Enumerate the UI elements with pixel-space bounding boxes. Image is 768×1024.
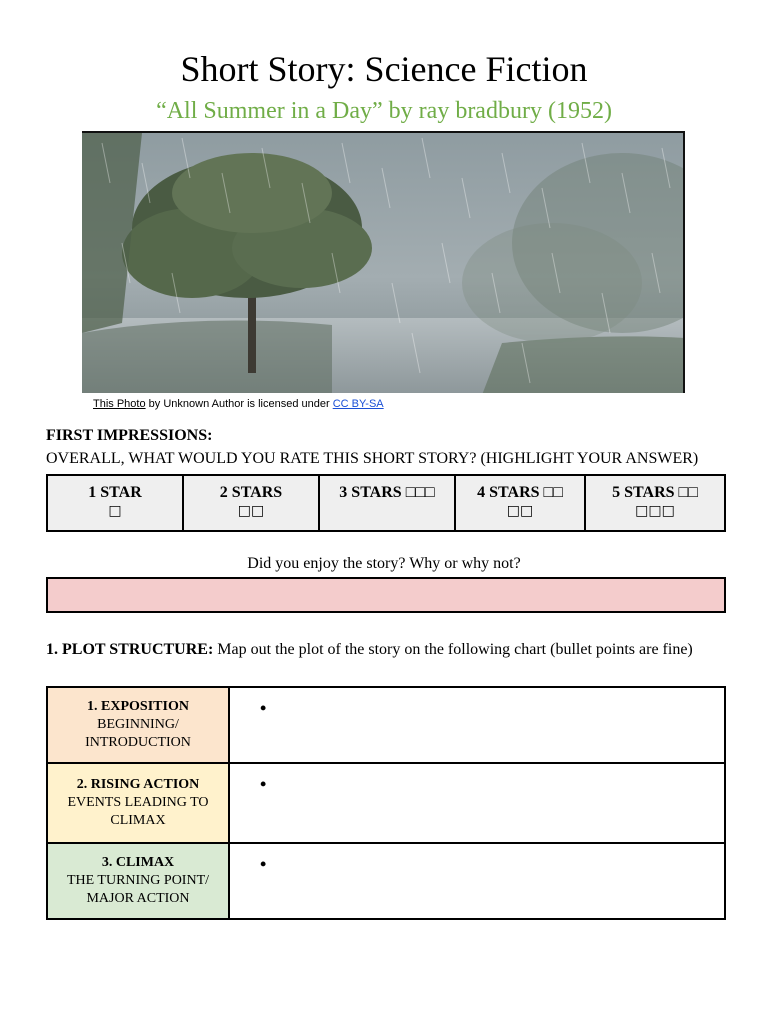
plot-label-exposition — [48, 688, 230, 762]
bullet-icon: • — [260, 698, 267, 718]
plot-label-rising-action — [48, 764, 230, 842]
rating-3-stars[interactable] — [320, 476, 456, 530]
rating-5-stars[interactable] — [586, 476, 724, 530]
plot-label-climax — [48, 844, 230, 918]
plot-label-desc: BEGINNING/ INTRODUCTION — [85, 717, 191, 750]
rain-photo — [82, 131, 685, 393]
page-subtitle: “All Summer in a Day” by ray bradbury (1952) — [156, 98, 612, 124]
first-impressions-heading: FIRST IMPRESSIONS: — [46, 427, 213, 444]
star-icon: □□ — [237, 503, 265, 519]
rating-label: 2 STARS — [219, 484, 283, 501]
rating-4-stars[interactable] — [456, 476, 586, 530]
rain-scene-illustration — [82, 133, 685, 393]
rating-2-stars[interactable] — [184, 476, 320, 530]
rating-label: 4 STARS □□ — [477, 484, 563, 501]
plot-structure-instruction: Map out the plot of the story on the following chart (bullet points are fine) — [213, 641, 693, 658]
star-icon: □□□ — [635, 503, 675, 519]
star-icon: □□ — [506, 503, 534, 519]
plot-answer-rising-action[interactable] — [230, 764, 724, 842]
rating-question: OVERALL, WHAT WOULD YOU RATE THIS SHORT STORY? (HIGHLIGHT YOUR ANSWER) — [46, 450, 699, 467]
photo-credit — [93, 398, 384, 410]
plot-label-title: 2. RISING ACTION — [76, 777, 200, 792]
plot-label-title: 3. CLIMAX — [101, 855, 175, 870]
plot-structure-table — [46, 686, 726, 920]
photo-credit-text: by Unknown Author is licensed under — [145, 398, 333, 410]
plot-row-rising-action — [48, 764, 724, 844]
plot-structure-intro — [46, 638, 726, 661]
star-icon: □ — [108, 503, 122, 519]
rating-1-star[interactable] — [48, 476, 184, 530]
bullet-icon: • — [260, 854, 267, 874]
plot-structure-heading: 1. PLOT STRUCTURE: — [46, 641, 214, 658]
plot-row-climax — [48, 844, 724, 918]
plot-answer-climax[interactable] — [230, 844, 724, 918]
rating-label: 1 STAR — [88, 484, 142, 501]
enjoy-answer-box[interactable] — [46, 577, 726, 613]
enjoy-question: Did you enjoy the story? Why or why not? — [247, 555, 521, 572]
rating-label: 5 STARS □□ — [612, 484, 698, 501]
bullet-icon: • — [260, 774, 267, 794]
plot-row-exposition — [48, 688, 724, 764]
plot-label-desc: EVENTS LEADING TO CLIMAX — [67, 795, 209, 828]
plot-label-title: 1. EXPOSITION — [87, 699, 189, 714]
page-title: Short Story: Science Fiction — [180, 49, 588, 89]
rating-label: 3 STARS □□□ — [339, 484, 435, 501]
rating-table — [46, 474, 726, 532]
plot-label-desc: THE TURNING POINT/ MAJOR ACTION — [66, 873, 210, 906]
photo-credit-link[interactable]: This Photo — [93, 398, 146, 410]
license-link[interactable]: CC BY-SA — [332, 398, 384, 410]
plot-answer-exposition[interactable] — [230, 688, 724, 762]
